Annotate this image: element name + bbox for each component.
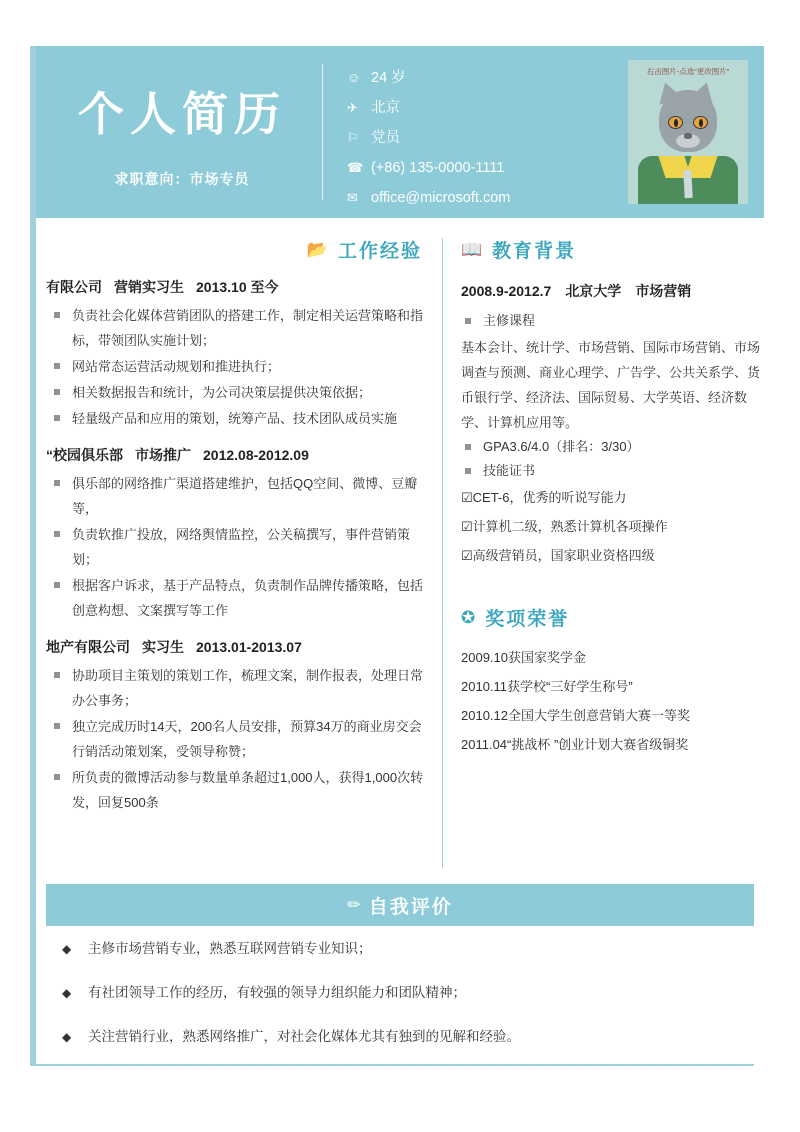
info-age-value: 24 岁 bbox=[371, 70, 406, 86]
diamond-bullet-icon: ◆ bbox=[62, 942, 72, 956]
work-items-2 bbox=[50, 663, 426, 815]
certificate-item-2: ☑高级营销员，国家职业资格四级 bbox=[461, 548, 655, 563]
self-evaluation-item-2: 关注营销行业，熟悉网络推广，对社会化媒体尤其有独到的见解和经验。 bbox=[88, 1029, 520, 1044]
work-job-title-2 bbox=[46, 637, 426, 657]
location-icon: ✈ bbox=[347, 100, 358, 115]
work-role-0: 营销实习生 bbox=[114, 279, 184, 295]
work-job-title-0 bbox=[46, 277, 426, 297]
education-courses-label: 主修课程 bbox=[461, 309, 764, 333]
list-item: 网站常态运营活动规划和推进执行； bbox=[50, 354, 426, 379]
list-item: 轻量级产品和应用的策划，统筹产品、技术团队成员实施 bbox=[50, 406, 426, 431]
flag-icon: ⚐ bbox=[347, 130, 359, 145]
info-row-phone bbox=[347, 158, 628, 178]
list-item: 根据客户诉求，基于产品特点，负责制作品牌传播策略，包括创意构想、文案撰写等工作 bbox=[50, 573, 426, 623]
work-section-header bbox=[36, 236, 426, 263]
education-awards-column bbox=[443, 236, 764, 868]
list-item: 俱乐部的网络推广渠道搭建维护，包括QQ空间、微博、豆瓣等， bbox=[50, 471, 426, 521]
list-item: 相关数据报告和统计，为公司决策层提供决策依据； bbox=[50, 380, 426, 405]
bottom-rule bbox=[30, 1064, 754, 1066]
self-evaluation-item-1: 有社团领导工作的经历，有较强的领导力组织能力和团队精神； bbox=[88, 985, 466, 1000]
list-item bbox=[46, 982, 754, 1004]
work-company-2: 地产有限公司 bbox=[46, 639, 130, 655]
work-items-1 bbox=[50, 471, 426, 623]
self-evaluation-title: 自我评价 bbox=[368, 896, 453, 918]
star-icon: ✪ bbox=[461, 607, 478, 627]
work-company-0: 有限公司 bbox=[46, 279, 102, 295]
list-item bbox=[46, 1026, 754, 1048]
work-experience-column bbox=[36, 236, 442, 868]
work-items-0 bbox=[50, 303, 426, 431]
list-item: 协助项目主策划的策划工作，梳理文案，制作报表，处理日常办公事务； bbox=[50, 663, 426, 713]
education-cert-label: 技能证书 bbox=[461, 459, 764, 483]
awards-list bbox=[461, 643, 764, 759]
education-entry-title bbox=[461, 281, 764, 301]
photo-hint-text: 右击图片-点选“更改图片” bbox=[646, 67, 730, 76]
award-item-3: 2011.04“挑战杯 ”创业计划大赛省级铜奖 bbox=[461, 737, 689, 752]
contact-info-list bbox=[323, 46, 628, 218]
education-major: 市场营销 bbox=[635, 283, 692, 299]
certificate-item-0: ☑CET-6，优秀的听说写能力 bbox=[461, 490, 627, 505]
self-evaluation-header bbox=[46, 884, 754, 926]
info-email-value: office@microsoft.com bbox=[371, 190, 511, 206]
job-intent: 求职意向：市场专员 bbox=[114, 171, 250, 188]
award-item-0: 2009.10获国家奖学金 bbox=[461, 650, 586, 665]
list-item bbox=[46, 938, 754, 960]
profile-photo[interactable] bbox=[628, 60, 748, 204]
book-icon: 📖 bbox=[461, 239, 485, 259]
resume-body bbox=[36, 236, 764, 868]
education-gpa: GPA3.6/4.0（排名：3/30） bbox=[461, 435, 764, 459]
awards-section-header bbox=[461, 604, 764, 631]
list-item: 所负责的微博活动参与数量单条超过1,000人，获得1,000次转发，回复500条 bbox=[50, 765, 426, 815]
page-title: 个人简历 bbox=[78, 87, 286, 140]
work-section-title: 工作经验 bbox=[337, 241, 422, 262]
education-school: 北京大学 bbox=[565, 283, 622, 299]
header-title-block bbox=[36, 46, 322, 218]
cat-portrait-illustration bbox=[628, 60, 748, 204]
work-role-1: 市场推广 bbox=[135, 447, 191, 463]
award-item-1: 2010.11获学校“三好学生称号” bbox=[461, 679, 633, 694]
list-item: 负责软推广投放，网络舆情监控，公关稿撰写，事件营销策划； bbox=[50, 522, 426, 572]
info-political-value: 党员 bbox=[371, 130, 400, 146]
awards-section-title: 奖项荣誉 bbox=[485, 609, 570, 630]
work-role-2: 实习生 bbox=[142, 639, 184, 655]
diamond-bullet-icon: ◆ bbox=[62, 1030, 72, 1044]
resume-header bbox=[36, 46, 764, 218]
work-company-1: “校园俱乐部 bbox=[46, 447, 123, 463]
info-row-email bbox=[347, 188, 628, 208]
info-location-value: 北京 bbox=[371, 100, 400, 116]
certificate-item-1: ☑计算机二级，熟悉计算机各项操作 bbox=[461, 519, 668, 534]
work-date-0: 2013.10 至今 bbox=[196, 279, 279, 295]
folder-icon: 📂 bbox=[306, 239, 330, 259]
info-row-age bbox=[347, 68, 628, 88]
self-evaluation-item-0: 主修市场营销专业，熟悉互联网营销专业知识； bbox=[88, 941, 372, 956]
education-section-header bbox=[461, 236, 764, 263]
list-item: 独立完成历时14天，200名人员安排，预算34万的商业房交会行销活动策划案，受领导称赞； bbox=[50, 714, 426, 764]
info-row-location bbox=[347, 98, 628, 118]
diamond-bullet-icon: ◆ bbox=[62, 986, 72, 1000]
work-date-1: 2012.08-2012.09 bbox=[203, 447, 309, 463]
award-item-2: 2010.12全国大学生创意营销大赛一等奖 bbox=[461, 708, 690, 723]
list-item: 负责社会化媒体营销团队的搭建工作，制定相关运营策略和指标，带领团队实施计划； bbox=[50, 303, 426, 353]
self-evaluation-list bbox=[46, 938, 754, 1070]
info-row-political bbox=[347, 128, 628, 148]
education-period: 2008.9-2012.7 bbox=[461, 283, 552, 299]
work-date-2: 2013.01-2013.07 bbox=[196, 639, 302, 655]
info-phone-value: (+86) 135-0000-1111 bbox=[371, 160, 505, 176]
work-job-title-1 bbox=[46, 445, 426, 465]
pen-icon: ✏ bbox=[347, 897, 363, 914]
education-courses-text: 基本会计、统计学、市场营销、国际市场营销、市场调查与预测、商业心理学、广告学、公共关系学、货币银行学、经济法、国际贸易、大学英语、经济数学、计算机应用等。 bbox=[461, 340, 761, 430]
phone-icon: ☎ bbox=[347, 160, 364, 175]
mail-icon: ✉ bbox=[347, 190, 358, 205]
smiley-icon: ☺ bbox=[347, 70, 361, 85]
education-section-title: 教育背景 bbox=[492, 241, 577, 262]
